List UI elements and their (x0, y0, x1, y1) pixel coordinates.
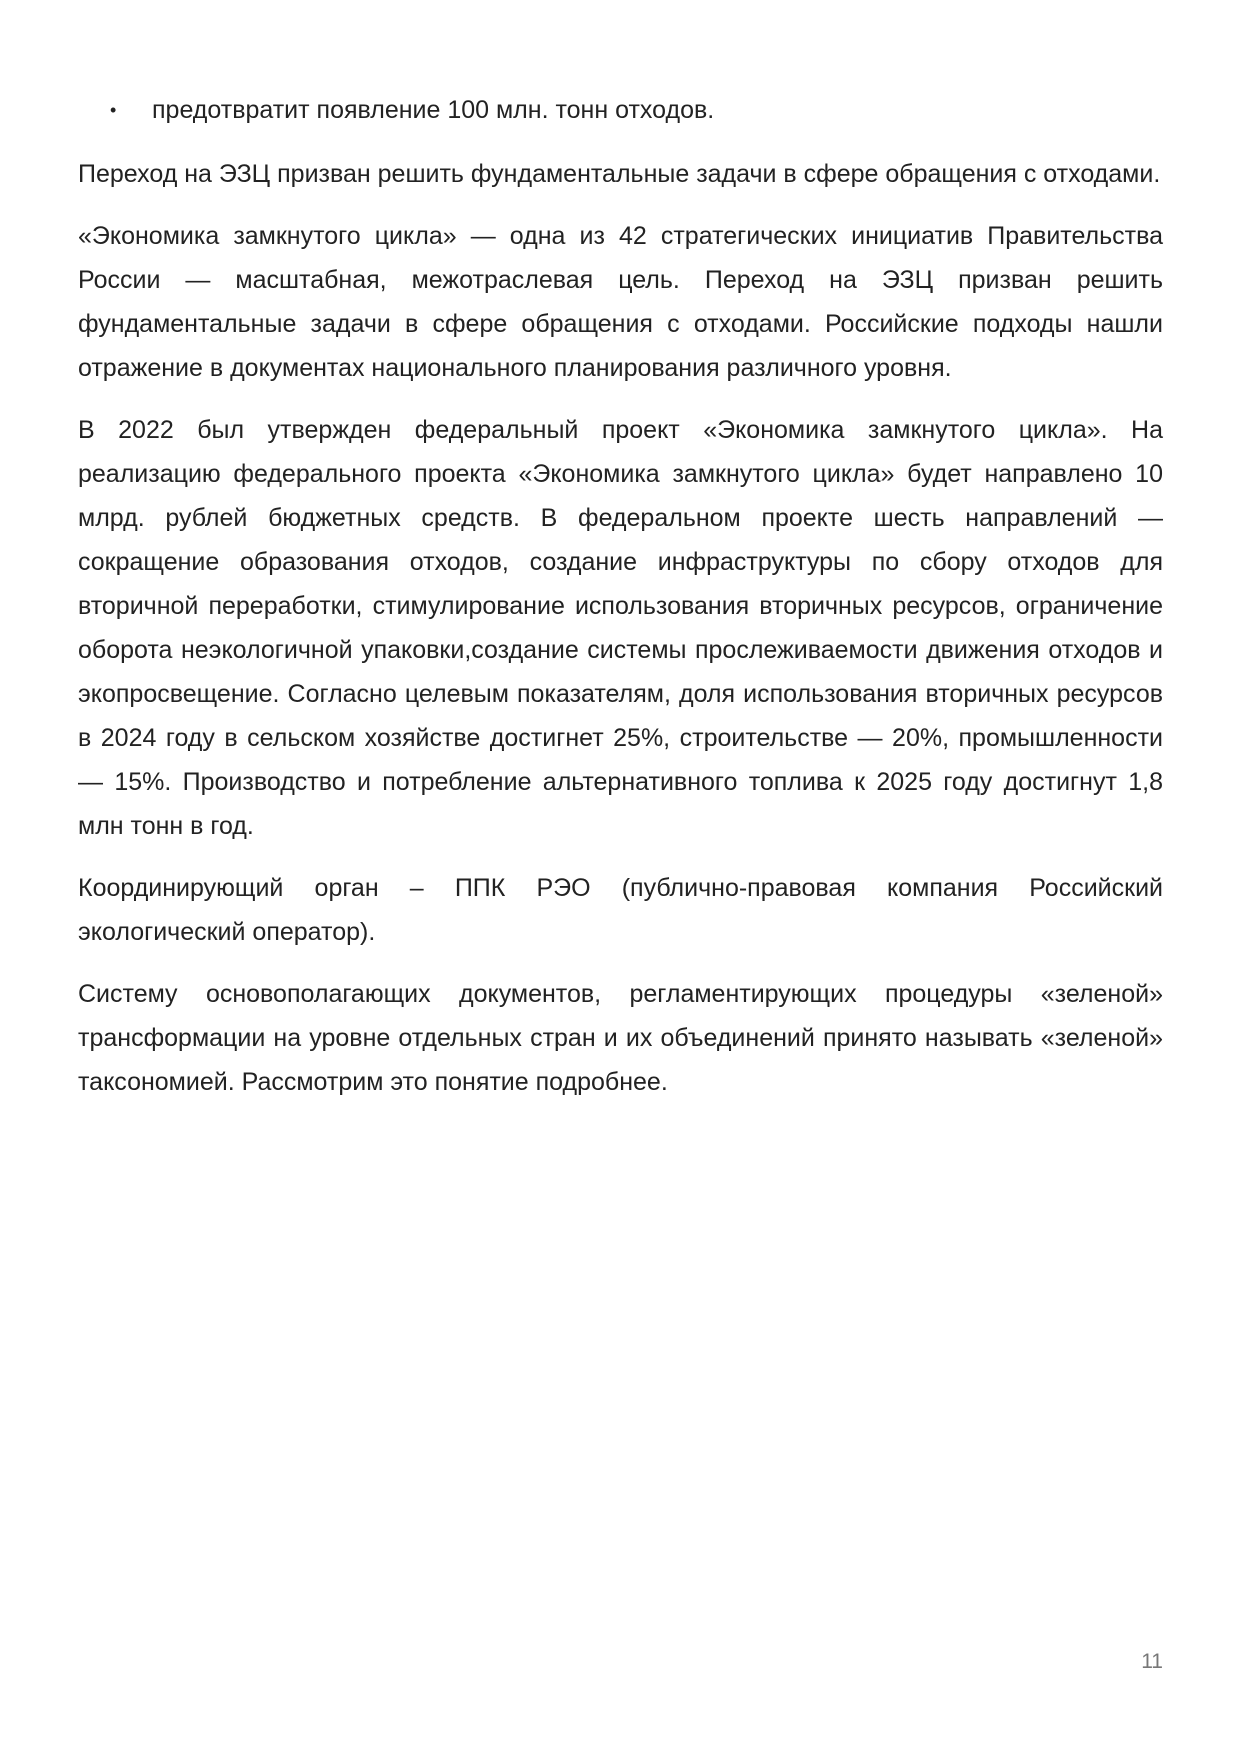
paragraph-coordinating-body: Координирующий орган – ППК РЭО (публично-правовая компания Российский экологический оператор). (78, 874, 1163, 946)
bullet-icon: • (110, 100, 117, 120)
bullet-list (78, 88, 1163, 132)
page-content (78, 88, 1163, 1122)
paragraph-strategic-initiative: «Экономика замкнутого цикла» — одна из 42 стратегических инициатив Правительства России — масштабная, межотраслевая цель. Переход на ЭЗЦ призван решить фундаментальные задачи в сфере обращения с отходами. Российские подходы нашли отражение в документах национального планирования различного уровня. (78, 222, 1163, 382)
page-number: 11 (1141, 1650, 1163, 1673)
paragraph-green-taxonomy: Систему основополагающих документов, регламентирующих процедуры «зеленой» трансформации на уровне отдельных стран и их объединений принято называть «зеленой» таксономией. Рассмотрим это понятие подробнее. (78, 980, 1163, 1096)
list-item-text: предотвратит появление 100 млн. тонн отходов. (152, 96, 715, 124)
paragraph-ezc-goal: Переход на ЭЗЦ призван решить фундаментальные задачи в сфере обращения с отходами. (78, 160, 1161, 188)
list-item (78, 88, 1163, 132)
paragraph-federal-project: В 2022 был утвержден федеральный проект «Экономика замкнутого цикла». На реализацию федерального проекта «Экономика замкнутого цикла» будет направлено 10 млрд. рублей бюджетных средств. В федеральном проекте шесть направлений — сокращение образования отходов, создание инфраструктуры по сбору отходов для вторичной переработки, стимулирование использования вторичных ресурсов, ограничение оборота неэкологичной упаковки,создание системы прослеживаемости движения отходов и экопросвещение. Согласно целевым показателям, доля использования вторичных ресурсов в 2024 году в сельском хозяйстве достигнет 25%, строительстве — 20%, промышленности — 15%. Производство и потребление альтернативного топлива к 2025 году достигнут 1,8 млн тонн в год. (78, 416, 1163, 840)
